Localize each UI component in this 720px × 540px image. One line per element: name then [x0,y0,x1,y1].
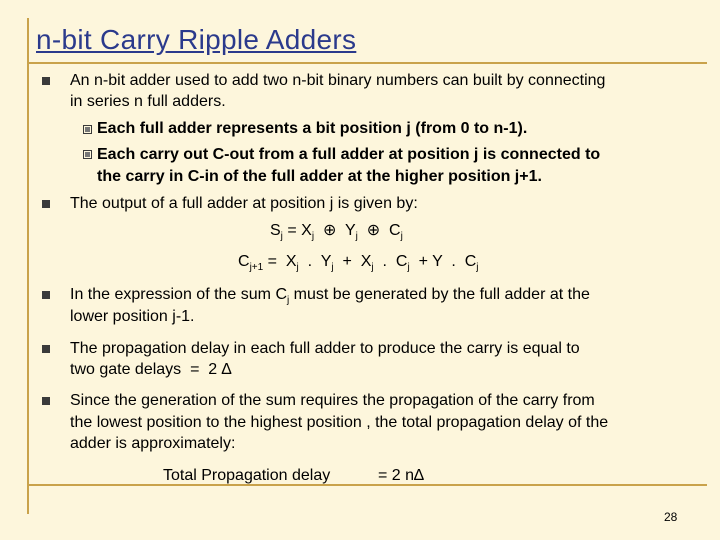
bullet-icon [42,291,50,299]
paragraph-4-line-2: two gate delays = 2 ∆ [70,361,232,378]
paragraph-1-line-1: An n-bit adder used to add two n-bit binary numbers can built by connecting [70,72,606,89]
footer-rule [27,484,707,486]
sub-bullet-icon [83,150,92,159]
sub-point-2-line-2: the carry in C-in of the full adder at the higher position j+1. [97,168,542,185]
sub-point-2-line-1: Each carry out C-out from a full adder at position j is connected to [97,146,601,163]
paragraph-5-line-2: the lowest position to the highest position , the total propagation delay of the [70,414,609,431]
sum-equation: $S_j = X_j$ ⊕ $Y_j$ ⊕ $C_j$ [270,222,403,243]
bullet-icon [42,200,50,208]
paragraph-4-line-1: The propagation delay in each full adder to produce the carry is equal to [70,340,580,357]
paragraph-3-line-2: lower position j-1. [70,308,195,325]
bullet-icon [42,345,50,353]
total-delay-label: Total Propagation delay [163,467,331,484]
page-number: 28 [664,510,678,524]
left-rule [27,18,29,514]
slide-title: n-bit Carry Ripple Adders [36,24,357,55]
bullet-icon [42,77,50,85]
sub-bullet-icon [83,125,92,134]
sub-point-1: Each full adder represents a bit position j (from 0 to n-1). [97,120,528,137]
paragraph-3-line-1: In the expression of the sum $C_j$ must be generated by the full adder at the [70,286,590,307]
paragraph-5-line-3: adder is approximately: [70,435,236,452]
paragraph-1-line-2: in series n full adders. [70,93,226,110]
total-delay-value: = 2 n∆ [378,467,424,484]
paragraph-5-line-1: Since the generation of the sum requires the propagation of the carry from [70,392,595,409]
carry-equation: $C_{j+1} = X_j$ . $Y_j + X_j$ . $C_j + Y$ . $C_j$ [238,253,479,274]
title-rule [27,62,707,64]
paragraph-2: The output of a full adder at position j is given by: [70,195,418,212]
bullet-icon [42,397,50,405]
